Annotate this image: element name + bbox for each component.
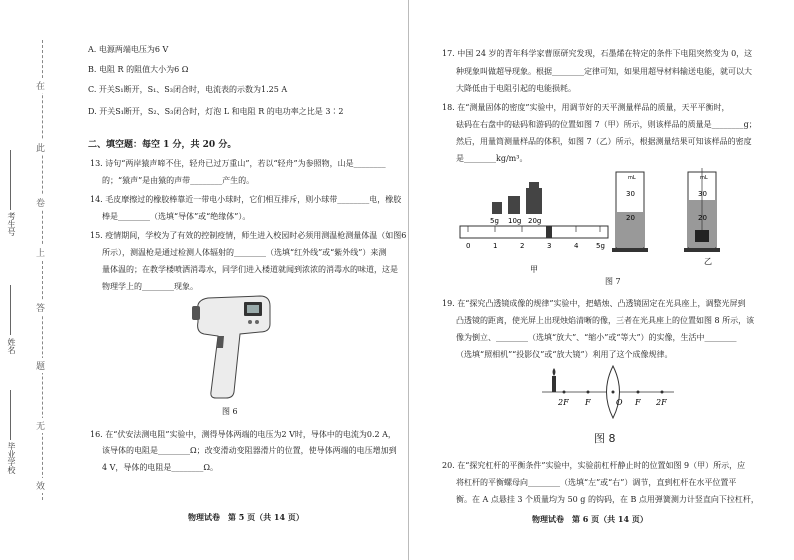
q13-line: 的；“猿声”是由猿的声带________产生的。 <box>102 176 255 185</box>
q18-line: 是________kg/m³。 <box>456 154 528 163</box>
left-page-footer: 物理试卷 第 5 页（共 14 页） <box>188 512 304 522</box>
scale-tick-label: 4 <box>574 242 579 250</box>
q20-line: 将杠杆的平衡螺母向________（选填“左”或“右”）调节，直到杠杆在水平位置平 <box>456 478 737 487</box>
q19-line: 凸透镜的距离，使光屏上出现烛焰清晰的像，三者在光具座上的位置如图 8 所示，该 <box>456 316 755 325</box>
q15-line: 物理学上的________现象。 <box>102 282 198 291</box>
option-b: B. 电阻 R 的阻值大小为6 Ω <box>88 65 189 74</box>
weight-20g-icon <box>526 188 542 214</box>
seal-char: 上 <box>36 245 45 260</box>
q14-line: 棒是________（选填“导体”或“绝缘体”）。 <box>102 212 251 221</box>
q15-line: 15. 疫情期间，学校为了有效的控制疫情，师生进入校园时必须用测温枪测量体温（如图6 <box>90 231 407 240</box>
svg-text:F: F <box>635 398 641 407</box>
weight-label: 10g <box>508 217 522 225</box>
svg-text:30: 30 <box>698 190 707 198</box>
q19-line: 19. 在“探究凸透镜成像的规律”实验中，把蜡烛、凸透镜固定在光具座上，调整光屏到 <box>442 299 746 308</box>
name-line <box>10 285 11 335</box>
right-page <box>410 0 794 560</box>
seal-char: 此 <box>36 140 45 155</box>
scale-tick-label: 2 <box>520 242 525 250</box>
seal-char: 在 <box>36 78 45 93</box>
school-label: 毕业学校 <box>7 442 16 474</box>
option-a: A. 电源两端电压为6 V <box>88 45 169 54</box>
q20-line: 20. 在“探究杠杆的平衡条件”实验中，实验前杠杆静止时的位置如图 9（甲）所示，应 <box>442 461 746 470</box>
svg-text:mL: mL <box>628 175 636 181</box>
svg-text:20: 20 <box>698 214 707 222</box>
option-d: D. 开关S₁断开，S₂、S₃闭合时，灯泡 L 和电阻 R 的电功率之比是 3∶2 <box>88 107 344 116</box>
exam-number-line <box>10 150 11 210</box>
q16-line: 4 V，导体的电阻是________Ω。 <box>102 463 219 472</box>
seal-char: 答 <box>36 300 45 315</box>
weight-label: 20g <box>528 217 542 225</box>
q19-line: 像为倒立、________（选填“放大”、“缩小”或“等大”）的实像，生活中________ <box>456 333 737 342</box>
q17-line: 17. 中国 24 岁的青年科学家曹原研究发现，石墨烯在特定的条件下电阻突然变为 0，这 <box>442 49 753 58</box>
q20-line: 衡。在 A 点悬挂 3 个质量均为 50 g 的钩码，在 B 点用弹簧测力计竖直向下拉杠杆， <box>456 495 759 504</box>
q16-line: 该导体的电阻是________Ω；改变滑动变阻器滑片的位置，使导体两端的电压增加到 <box>102 446 397 455</box>
q18-line: 砝码在右盘中的砝码和游码的位置如图 7（甲）所示，则该样品的质量是________g； <box>456 120 757 129</box>
weight-10g-icon <box>508 196 520 214</box>
seal-char: 题 <box>36 358 45 373</box>
q19-line: （选填“照相机”“投影仪”或“放大镜”）利用了这个成像规律。 <box>456 350 673 359</box>
school-line <box>10 390 11 440</box>
section-title: 二、填空题：每空 1 分，共 20 分。 <box>88 140 237 150</box>
q14-line: 14. 毛皮摩擦过的橡胶棒靠近一带电小球时，它们相互排斥，则小球带________电，橡胶 <box>90 195 402 204</box>
svg-text:F: F <box>585 398 591 407</box>
exam-number-label: 考生号 <box>7 212 16 236</box>
thermometer-gun-figure <box>190 292 276 402</box>
figure-7-label-b: 乙 <box>704 257 712 266</box>
figure-7-label-a: 甲 <box>530 265 538 274</box>
name-label: 姓名 <box>7 338 16 354</box>
figure-7-caption: 图 7 <box>605 277 621 286</box>
scale-tick-label: 3 <box>547 242 552 250</box>
q15-line: 所示），测温枪是通过检测人体辐射的________（选填“红外线”或“紫外线”）来测 <box>102 248 387 257</box>
svg-text:2F: 2F <box>558 398 569 407</box>
scale-tick-label: 1 <box>493 242 498 250</box>
svg-text:2F: 2F <box>656 398 667 407</box>
q16-line: 16. 在“伏安法测电阻”实验中，测得导体两端的电压为2 V时，导体中的电流为0.2 A， <box>90 430 396 439</box>
figure-6-caption: 图 6 <box>222 407 238 416</box>
q13-line: 13. 诗句“两岸猿声啼不住，轻舟已过万重山”，若以“轻舟”为参照物，山是________ <box>90 159 386 168</box>
seal-char: 效 <box>36 478 45 493</box>
figure-8 <box>538 360 678 424</box>
svg-text:30: 30 <box>626 190 635 198</box>
option-c: C. 开关S₁断开，S₁、S₃闭合时，电流表的示数为1.25 A <box>88 85 288 94</box>
seal-char: 无 <box>36 418 45 433</box>
figure-7 <box>450 168 790 278</box>
q18-line: 然后，用量筒测量样品的体积，如图 7（乙）所示，根据测量结果可知该样品的密度 <box>456 137 752 146</box>
weight-5g-icon <box>492 202 502 214</box>
q17-line: 种现象叫做超导现象。根据________定律可知，如果用超导材料输送电能，就可以大 <box>456 67 752 76</box>
sample-block <box>695 230 709 242</box>
svg-text:O: O <box>616 398 623 407</box>
svg-text:20: 20 <box>626 214 635 222</box>
scale-tick-label: 5g <box>596 242 605 250</box>
q18-line: 18. 在“测量固体的密度”实验中，用调节好的天平测量样品的质量，天平平衡时， <box>442 103 730 112</box>
q15-line: 量体温的；在教学楼喷洒消毒水，同学们进入楼道就闻到浓浓的消毒水的味道，这是 <box>102 265 398 274</box>
svg-text:mL: mL <box>700 175 708 181</box>
figure-8-caption: 图 8 <box>594 432 616 445</box>
candle-icon <box>552 376 556 392</box>
q17-line: 大降低由于电阻引起的电能损耗。 <box>456 84 576 93</box>
binding-margin <box>0 0 62 560</box>
right-page-footer: 物理试卷 第 6 页（共 14 页） <box>532 514 648 524</box>
scale-tick-label: 0 <box>466 242 471 250</box>
seal-char: 卷 <box>36 195 45 210</box>
weight-label: 5g <box>490 217 499 225</box>
